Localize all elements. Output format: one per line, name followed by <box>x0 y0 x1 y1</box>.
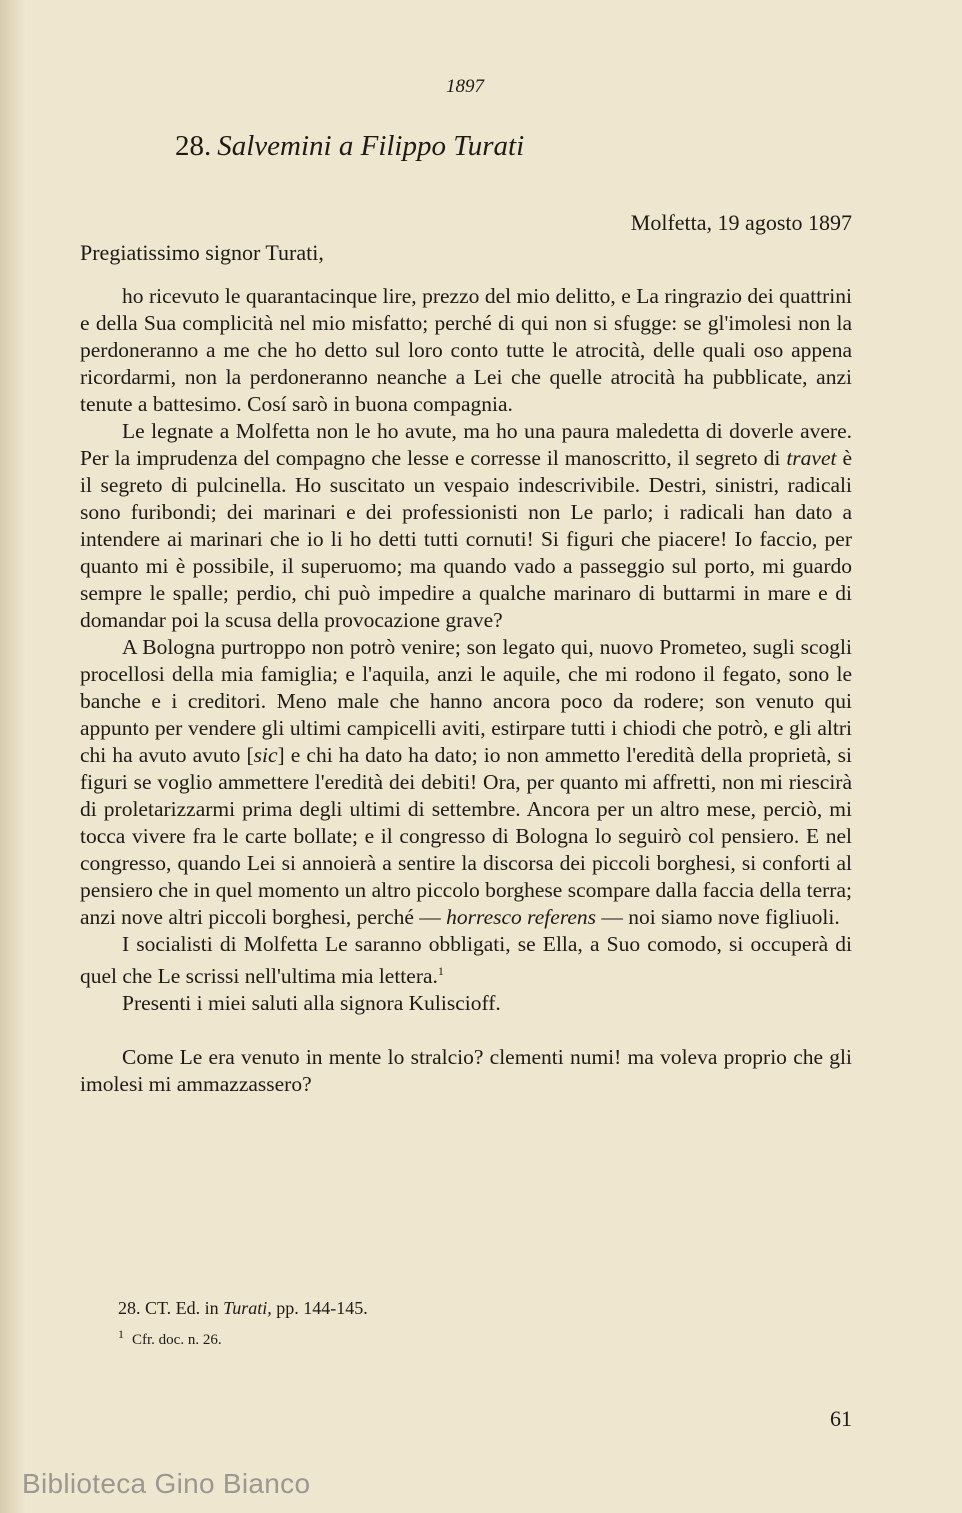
footnote-1-text: Cfr. doc. n. 26. <box>132 1332 222 1348</box>
running-head-year: 1897 <box>446 76 484 97</box>
paragraph-3-text-b: ] e chi ha dato ha dato; io non ammetto l'eredità della proprietà, si figuri se voglio ammettere l'eredità dei debiti! Ora, per quanto mi affretti, non mi riescirà di proletarizzarmi prima degli ultimi di settembre. Ancora per un altro mese, perciò, mi tocca vivere fra le carte bollate; e il congresso di Bologna lo seguirò col pensiero. E nel congresso, quando Lei si annoierà a sentire la discorsa dei piccoli borghesi, si conforti al pensiero che in quel momento un altro piccolo borghese scompare dalla faccia della terra; anzi nove altri piccoli borghesi, perché — <box>80 743 852 929</box>
source-note-prefix: CT. Ed. in <box>145 1298 219 1318</box>
paragraph-3 <box>80 634 852 931</box>
paragraph-3-italic-sic: sic <box>253 743 278 767</box>
document-number: 28. <box>175 130 212 162</box>
footnote-1 <box>118 1321 368 1353</box>
document-title <box>175 130 524 163</box>
source-note-number: 28. <box>118 1298 141 1318</box>
footnotes <box>118 1295 368 1353</box>
postscript-text: Come Le era venuto in mente lo stralcio? clementi numi! ma voleva proprio che gli imolesi mi ammazzassero? <box>80 1045 852 1097</box>
paragraph-5-text: Presenti i miei saluti alla signora Kuliscioff. <box>122 991 501 1016</box>
paragraph-3-italic-latin: horresco referens <box>446 905 597 929</box>
letter-body <box>80 283 852 1098</box>
paragraph-2-italic: travet <box>786 446 837 470</box>
page-number: 61 <box>830 1406 852 1431</box>
footnote-reference[interactable]: 1 <box>437 964 444 978</box>
page-edge-shadow <box>0 0 26 1513</box>
salutation: Pregiatissimo signor Turati, <box>80 240 324 265</box>
paragraph-2 <box>80 418 852 634</box>
source-note <box>118 1295 368 1321</box>
library-watermark: Biblioteca Gino Bianco <box>22 1468 311 1499</box>
paragraph-5 <box>80 990 852 1017</box>
document-title-text: Salvemini a Filippo Turati <box>217 130 525 162</box>
paragraph-1 <box>80 283 852 418</box>
paragraph-3-text-a: A Bologna purtroppo non potrò venire; son legato qui, nuovo Prometeo, sugli scogli procellosi della mia famiglia; e l'aquila, anzi le aquile, che mi rodono il fegato, sono le banche e i creditori. Meno male che hanno ancora poco da rodere; son venuto qui appunto per vendere gli ultimi campicelli aviti, estirpare tutti i chiodi che potrò, e gli altri chi ha avuto avuto [ <box>80 635 852 767</box>
source-note-italic: Turati, <box>223 1298 272 1318</box>
paragraph-2-text-a: Le legnate a Molfetta non le ho avute, ma ho una paura maledetta di doverle avere. Per la imprudenza del compagno che lesse e corresse il manoscritto, il segreto di <box>80 419 852 470</box>
paragraph-4 <box>80 931 852 990</box>
footnote-1-marker: 1 <box>118 1327 124 1341</box>
postscript <box>80 1044 852 1098</box>
source-note-pages: pp. 144-145. <box>276 1298 368 1318</box>
paragraph-4-text: I socialisti di Molfetta Le saranno obbligati, se Ella, a Suo comodo, si occuperà di quel che Le scrissi nell'ultima mia lettera. <box>80 932 852 989</box>
paragraph-2-text-b: è il segreto di pulcinella. Ho suscitato un vespaio indescrivibile. Destri, sinistri, radicali sono furibondi; dei marinari e dei professionisti non Le parlo; i radicali han dato a intendere ai marinari che io li ho detti tutti cornuti! Si figuri che piacere! Io faccio, per quanto mi è possibile, il superuomo; ma quando vado a passeggio sul porto, mi guardo sempre le spalle; perdio, chi può impedire a qualche marinaro di buttarmi in mare e di domandar poi la scusa della provocazione grave? <box>80 446 853 632</box>
paragraph-3-text-c: — noi siamo nove figliuoli. <box>596 905 840 929</box>
dateline: Molfetta, 19 agosto 1897 <box>630 210 852 235</box>
paragraph-1-text: ho ricevuto le quarantacinque lire, prezzo del mio delitto, e La ringrazio dei quattrini e della Sua complicità nel mio misfatto; perché di qui non si sfugge: se gl'imolesi non la perdoneranno a me che ho detto sul loro conto tutte le atrocità, delle quali oso appena ricordarmi, non la perdoneranno neanche a Lei che quelle atrocità ha pubblicate, anzi tenute a battesimo. Cosí sarò in buona compagnia. <box>80 284 852 416</box>
